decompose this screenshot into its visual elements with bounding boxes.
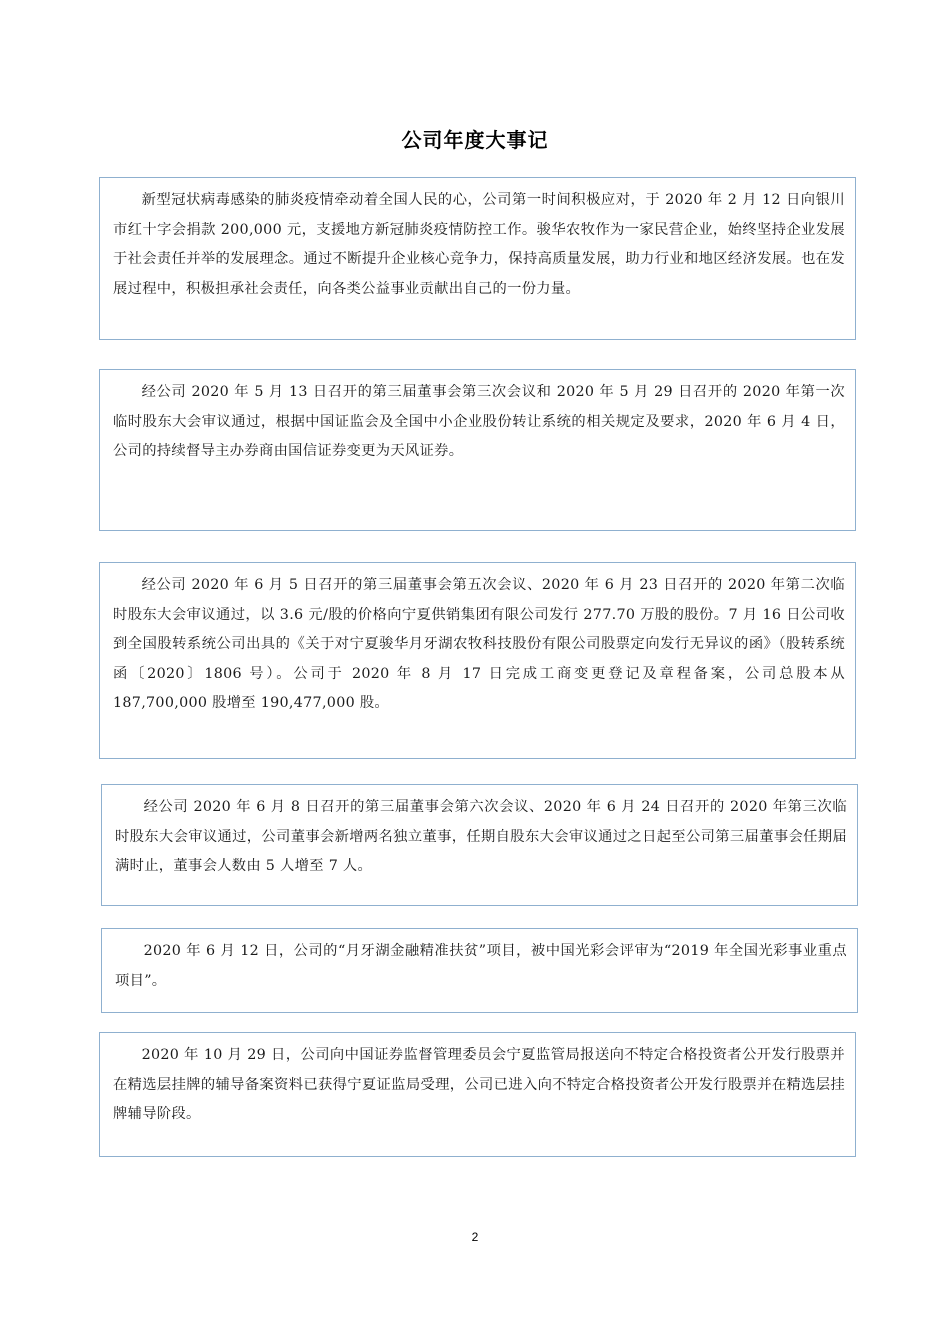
event-text: 2020 年 6 月 12 日，公司的“月牙湖金融精准扶贫”项目，被中国光彩会评审为“2019 年全国光彩事业重点项目”。: [115, 943, 847, 989]
event-box-donation: [99, 177, 856, 340]
event-box-listing-guidance: [99, 1032, 856, 1157]
event-text: 新型冠状病毒感染的肺炎疫情牵动着全国人民的心，公司第一时间积极应对，于 2020 年 2 月 12 日向银川市红十字会捐款 200,000 元，支援地方新冠肺炎疫情防控工作。骏华农牧作为一家民营企业，始终坚持企业发展于社会责任并举的发展理念。通过不断提升企业核心竞争力，保持高质量发展，助力行业和地区经济发展。也在发展过程中，积极担承社会责任，向各类公益事业贡献出自己的一份力量。: [113, 192, 845, 297]
page-number: 2: [471, 1230, 479, 1244]
page-title: 公司年度大事记: [401, 128, 549, 152]
event-box-share-issuance: [99, 562, 856, 759]
event-box-board-expansion: [101, 784, 858, 906]
event-box-broker-change: [99, 369, 856, 531]
event-text: 2020 年 10 月 29 日，公司向中国证券监督管理委员会宁夏监管局报送向不特定合格投资者公开发行股票并在精选层挂牌的辅导备案资料已获得宁夏证监局受理，公司已进入向不特定合格投资者公开发行股票并在精选层挂牌辅导阶段。: [113, 1047, 845, 1122]
event-text: 经公司 2020 年 5 月 13 日召开的第三届董事会第三次会议和 2020 年 5 月 29 日召开的 2020 年第一次临时股东大会审议通过，根据中国证监会及全国中小企业股份转让系统的相关规定及要求，2020 年 6 月 4 日，公司的持续督导主办券商由国信证券变更为天风证券。: [113, 384, 845, 459]
event-text: 经公司 2020 年 6 月 5 日召开的第三届董事会第五次会议、2020 年 6 月 23 日召开的 2020 年第二次临时股东大会审议通过，以 3.6 元/股的价格向宁夏供销集团有限公司发行 277.70 万股的股份。7 月 16 日公司收到全国股转系统公司出具的《关于对宁夏骏华月牙湖农牧科技股份有限公司股票定向发行无异议的函》（股转系统函〔2020〕1806 号）。公司于 2020 年 8 月 17 日完成工商变更登记及章程备案，公司总股本从 187,700,000 股增至 190,477,000 股。: [113, 577, 845, 711]
event-box-poverty-project: [101, 928, 858, 1013]
event-text: 经公司 2020 年 6 月 8 日召开的第三届董事会第六次会议、2020 年 6 月 24 日召开的 2020 年第三次临时股东大会审议通过，公司董事会新增两名独立董事，任期自股东大会审议通过之日起至公司第三届董事会任期届满时止，董事会人数由 5 人增至 7 人。: [115, 799, 847, 874]
